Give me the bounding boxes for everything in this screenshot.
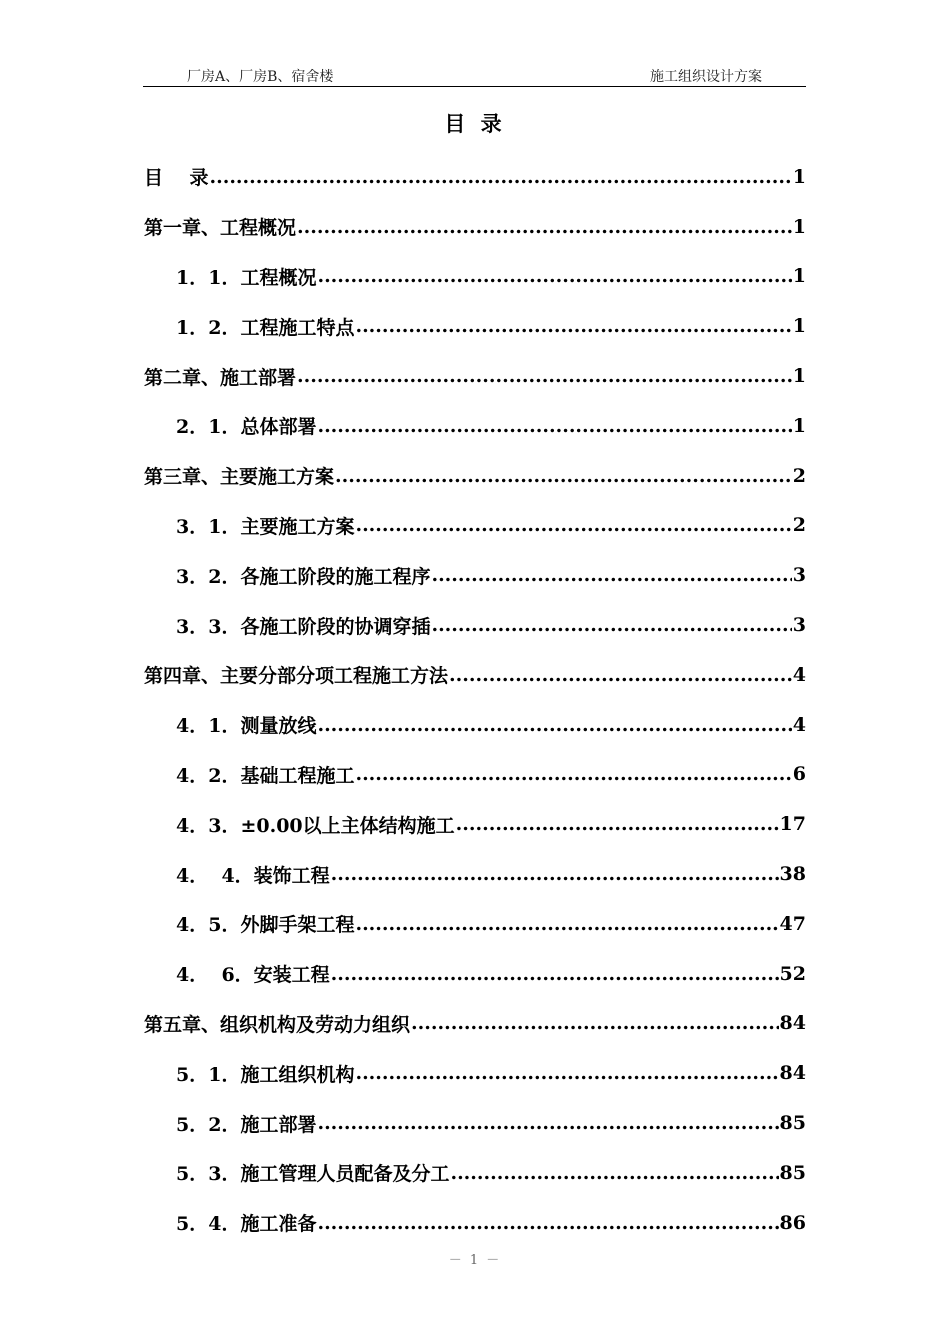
toc-entry[interactable]	[144, 1148, 806, 1198]
page-number: － 1 －	[448, 1253, 502, 1268]
toc-entry-page: 2	[792, 514, 806, 537]
toc-entry[interactable]	[144, 501, 806, 551]
toc-dot-leader	[317, 265, 791, 287]
toc-entry-page: 1	[792, 365, 806, 388]
toc-entry-label: 5．1．施工组织机构	[176, 1063, 355, 1086]
toc-dot-leader	[317, 1112, 778, 1134]
toc-entry-label: 第一章、工程概况	[144, 217, 297, 240]
toc-entry-label: 5．3．施工管理人员配备及分工	[176, 1163, 450, 1186]
toc-dot-leader	[209, 166, 791, 188]
toc-dot-leader	[317, 415, 791, 437]
toc-entry-label: 4．1．测量放线	[176, 715, 317, 738]
toc-entry-page: 1	[792, 165, 806, 188]
toc-dot-leader	[317, 1212, 778, 1234]
toc-entry-label: 4．5．外脚手架工程	[176, 914, 355, 937]
toc-entry-page: 1	[792, 414, 806, 437]
toc-entry[interactable]	[144, 650, 806, 700]
toc-entry-label: 目 录	[144, 167, 209, 190]
toc-entry[interactable]	[144, 700, 806, 750]
toc-entry-label: 第五章、组织机构及劳动力组织	[144, 1013, 411, 1036]
toc-entry-label: 5．2．施工部署	[176, 1113, 317, 1136]
toc-dot-leader	[456, 813, 779, 835]
toc-entry[interactable]	[144, 600, 806, 650]
toc-dot-leader	[431, 614, 791, 636]
toc-entry[interactable]	[144, 1098, 806, 1148]
toc-entry-page: 38	[779, 863, 806, 886]
toc-dot-leader	[355, 514, 791, 536]
toc-dot-leader	[331, 963, 779, 985]
toc-dot-leader	[450, 1162, 778, 1184]
toc-entry[interactable]	[144, 750, 806, 800]
toc-entry[interactable]	[144, 849, 806, 899]
toc-entry-page: 1	[792, 265, 806, 288]
toc-entry-page: 84	[779, 1062, 806, 1085]
header-document-type: 施工组织设计方案	[650, 69, 762, 85]
toc-entry-page: 3	[792, 564, 806, 587]
toc-dot-leader	[449, 664, 792, 686]
table-of-contents	[144, 152, 806, 1248]
toc-entry-page: 52	[779, 962, 806, 985]
header-project-name: 厂房A、厂房B、宿舍楼	[187, 69, 334, 85]
toc-entry[interactable]	[144, 301, 806, 351]
toc-entry-page: 6	[792, 763, 806, 786]
toc-entry-label: 4． 6．安装工程	[176, 964, 330, 987]
toc-entry-label: 4．2．基础工程施工	[176, 764, 355, 787]
toc-dot-leader	[297, 216, 792, 238]
toc-dot-leader	[355, 763, 791, 785]
toc-dot-leader	[355, 913, 778, 935]
toc-entry-page: 2	[792, 464, 806, 487]
toc-entry-label: 3．1．主要施工方案	[176, 515, 355, 538]
toc-entry[interactable]	[144, 550, 806, 600]
toc-entry-page: 85	[779, 1161, 806, 1184]
toc-entry-label: 第四章、主要分部分项工程施工方法	[144, 665, 449, 688]
toc-entry[interactable]	[144, 351, 806, 401]
toc-entry[interactable]	[144, 252, 806, 302]
toc-dot-leader	[411, 1012, 779, 1034]
toc-entry[interactable]	[144, 451, 806, 501]
toc-entry-label: 3．2．各施工阶段的施工程序	[176, 565, 431, 588]
toc-dot-leader	[297, 365, 792, 387]
toc-entry[interactable]	[144, 899, 806, 949]
toc-dot-leader	[335, 465, 792, 487]
toc-entry-label: 4． 4．装饰工程	[176, 864, 330, 887]
toc-dot-leader	[355, 1062, 778, 1084]
toc-entry[interactable]	[144, 799, 806, 849]
toc-entry-page: 1	[792, 315, 806, 338]
toc-entry-label: 5．4．施工准备	[176, 1213, 317, 1236]
toc-entry-page: 1	[792, 215, 806, 238]
toc-entry-page: 4	[792, 663, 806, 686]
toc-entry-page: 17	[779, 813, 806, 836]
toc-entry-label: 2．1．总体部署	[176, 416, 317, 439]
toc-entry-page: 47	[779, 912, 806, 935]
toc-entry[interactable]	[144, 152, 806, 202]
page-title: 目 录	[444, 111, 506, 136]
toc-entry[interactable]	[144, 1048, 806, 1098]
toc-entry[interactable]	[144, 999, 806, 1049]
toc-entry-label: 3．3．各施工阶段的协调穿插	[176, 615, 431, 638]
toc-dot-leader	[331, 863, 779, 885]
toc-entry-page: 86	[779, 1211, 806, 1234]
toc-entry-label: 1．1．工程概况	[176, 266, 317, 289]
toc-entry-page: 4	[792, 713, 806, 736]
toc-entry[interactable]	[144, 401, 806, 451]
toc-dot-leader	[431, 564, 791, 586]
toc-entry[interactable]	[144, 202, 806, 252]
toc-entry-label: 第二章、施工部署	[144, 366, 297, 389]
toc-entry-page: 85	[779, 1112, 806, 1135]
toc-entry-label: 第三章、主要施工方案	[144, 466, 335, 489]
toc-entry-label: 4．3．±0.00以上主体结构施工	[176, 814, 455, 837]
toc-dot-leader	[355, 315, 791, 337]
toc-entry-label: 1．2．工程施工特点	[176, 316, 355, 339]
toc-dot-leader	[317, 714, 791, 736]
toc-entry[interactable]	[144, 1198, 806, 1248]
toc-entry[interactable]	[144, 949, 806, 999]
toc-entry-page: 3	[792, 614, 806, 637]
toc-entry-page: 84	[779, 1012, 806, 1035]
page-header	[143, 66, 806, 87]
